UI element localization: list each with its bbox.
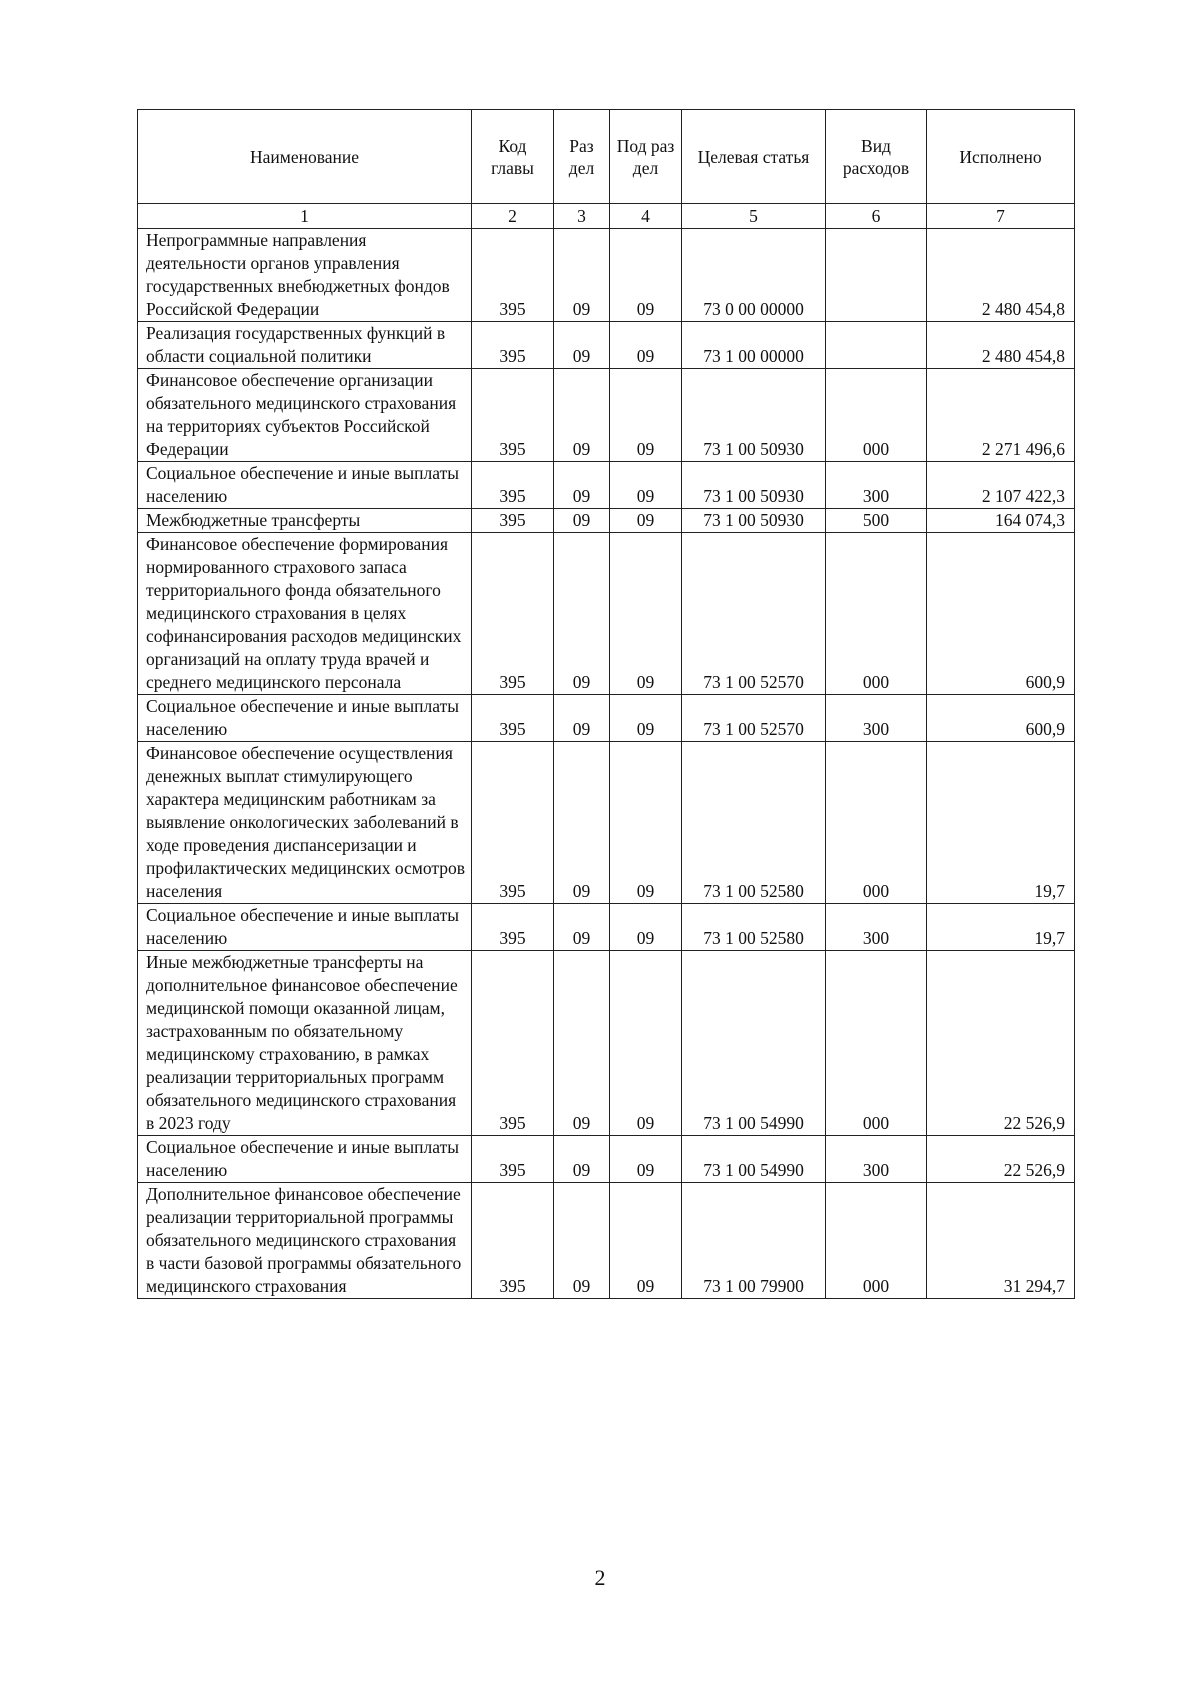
row-name: Дополнительное финансовое обеспечение реализации территориальной программы обязательного медицинского страхования в части базовой программы обязательного медицинского страхования — [138, 1183, 472, 1299]
section-code: 09 — [554, 229, 610, 322]
chapter-code: 395 — [472, 229, 554, 322]
row-name: Социальное обеспечение и иные выплаты населению — [138, 695, 472, 742]
chapter-code: 395 — [472, 951, 554, 1136]
executed-amount: 2 271 496,6 — [927, 369, 1075, 462]
executed-amount: 22 526,9 — [927, 951, 1075, 1136]
row-name: Социальное обеспечение и иные выплаты населению — [138, 1136, 472, 1183]
section-code: 09 — [554, 695, 610, 742]
target-article: 73 1 00 52580 — [682, 904, 826, 951]
table-row — [138, 742, 1075, 904]
expense-type: 000 — [826, 742, 927, 904]
executed-amount: 2 480 454,8 — [927, 322, 1075, 369]
table-body — [138, 229, 1075, 1299]
expense-type — [826, 322, 927, 369]
header-section: Раз дел — [554, 110, 610, 204]
column-number: 4 — [610, 204, 682, 229]
subsection-code: 09 — [610, 533, 682, 695]
table-row — [138, 533, 1075, 695]
chapter-code: 395 — [472, 509, 554, 533]
row-name: Социальное обеспечение и иные выплаты населению — [138, 462, 472, 509]
column-number: 1 — [138, 204, 472, 229]
header-subsection: Под раз дел — [610, 110, 682, 204]
section-code: 09 — [554, 462, 610, 509]
chapter-code: 395 — [472, 1183, 554, 1299]
executed-amount: 600,9 — [927, 695, 1075, 742]
table-row — [138, 229, 1075, 322]
chapter-code: 395 — [472, 462, 554, 509]
chapter-code: 395 — [472, 369, 554, 462]
row-name: Реализация государственных функций в области социальной политики — [138, 322, 472, 369]
expense-type: 300 — [826, 695, 927, 742]
subsection-code: 09 — [610, 509, 682, 533]
row-name: Иные межбюджетные трансферты на дополнительное финансовое обеспечение медицинской помощи оказанной лицам, застрахованным по обязательному медицинскому страхованию, в рамках реализации территориальных программ обязательного медицинского страхования в 2023 году — [138, 951, 472, 1136]
executed-amount: 2 480 454,8 — [927, 229, 1075, 322]
header-name: Наименование — [138, 110, 472, 204]
subsection-code: 09 — [610, 951, 682, 1136]
section-code: 09 — [554, 322, 610, 369]
target-article: 73 1 00 54990 — [682, 1136, 826, 1183]
section-code: 09 — [554, 509, 610, 533]
table-row — [138, 951, 1075, 1136]
executed-amount: 22 526,9 — [927, 1136, 1075, 1183]
expense-type: 300 — [826, 904, 927, 951]
subsection-code: 09 — [610, 1183, 682, 1299]
table-row — [138, 695, 1075, 742]
column-number: 7 — [927, 204, 1075, 229]
page-number: 2 — [594, 1565, 606, 1590]
target-article: 73 1 00 79900 — [682, 1183, 826, 1299]
row-name: Непрограммные направления деятельности органов управления государственных внебюджетных фондов Российской Федерации — [138, 229, 472, 322]
expense-type: 300 — [826, 462, 927, 509]
target-article: 73 1 00 54990 — [682, 951, 826, 1136]
expense-type — [826, 229, 927, 322]
subsection-code: 09 — [610, 369, 682, 462]
row-name: Социальное обеспечение и иные выплаты населению — [138, 904, 472, 951]
table-row — [138, 322, 1075, 369]
section-code: 09 — [554, 1136, 610, 1183]
table-row — [138, 1183, 1075, 1299]
expense-type: 000 — [826, 951, 927, 1136]
target-article: 73 1 00 50930 — [682, 509, 826, 533]
header-expense-type: Вид расходов — [826, 110, 927, 204]
row-name: Межбюджетные трансферты — [138, 509, 472, 533]
executed-amount: 600,9 — [927, 533, 1075, 695]
executed-amount: 19,7 — [927, 904, 1075, 951]
column-number: 3 — [554, 204, 610, 229]
column-number: 2 — [472, 204, 554, 229]
target-article: 73 1 00 50930 — [682, 369, 826, 462]
table-row — [138, 462, 1075, 509]
table-row — [138, 369, 1075, 462]
column-number: 6 — [826, 204, 927, 229]
expense-type: 000 — [826, 1183, 927, 1299]
section-code: 09 — [554, 369, 610, 462]
subsection-code: 09 — [610, 322, 682, 369]
subsection-code: 09 — [610, 1136, 682, 1183]
target-article: 73 1 00 50930 — [682, 462, 826, 509]
expense-type: 000 — [826, 533, 927, 695]
table-row — [138, 1136, 1075, 1183]
executed-amount: 164 074,3 — [927, 509, 1075, 533]
target-article: 73 1 00 52570 — [682, 695, 826, 742]
chapter-code: 395 — [472, 533, 554, 695]
header-target-article: Целевая статья — [682, 110, 826, 204]
table-row — [138, 509, 1075, 533]
row-name: Финансовое обеспечение организации обязательного медицинского страхования на территориях субъектов Российской Федерации — [138, 369, 472, 462]
executed-amount: 2 107 422,3 — [927, 462, 1075, 509]
expense-type: 000 — [826, 369, 927, 462]
header-chapter-code: Код главы — [472, 110, 554, 204]
target-article: 73 1 00 52570 — [682, 533, 826, 695]
subsection-code: 09 — [610, 742, 682, 904]
budget-table — [137, 109, 1075, 1299]
expense-type: 500 — [826, 509, 927, 533]
column-number-row — [138, 204, 1075, 229]
subsection-code: 09 — [610, 462, 682, 509]
executed-amount: 19,7 — [927, 742, 1075, 904]
chapter-code: 395 — [472, 322, 554, 369]
executed-amount: 31 294,7 — [927, 1183, 1075, 1299]
subsection-code: 09 — [610, 695, 682, 742]
section-code: 09 — [554, 1183, 610, 1299]
target-article: 73 1 00 52580 — [682, 742, 826, 904]
subsection-code: 09 — [610, 904, 682, 951]
chapter-code: 395 — [472, 695, 554, 742]
column-number: 5 — [682, 204, 826, 229]
subsection-code: 09 — [610, 229, 682, 322]
chapter-code: 395 — [472, 1136, 554, 1183]
chapter-code: 395 — [472, 904, 554, 951]
expense-type: 300 — [826, 1136, 927, 1183]
section-code: 09 — [554, 533, 610, 695]
row-name: Финансовое обеспечение осуществления денежных выплат стимулирующего характера медицинским работникам за выявление онкологических заболеваний в ходе проведения диспансеризации и профилактических медицинских осмотров населения — [138, 742, 472, 904]
table-row — [138, 904, 1075, 951]
chapter-code: 395 — [472, 742, 554, 904]
section-code: 09 — [554, 951, 610, 1136]
header-row — [138, 110, 1075, 204]
target-article: 73 0 00 00000 — [682, 229, 826, 322]
target-article: 73 1 00 00000 — [682, 322, 826, 369]
row-name: Финансовое обеспечение формирования нормированного страхового запаса территориального фонда обязательного медицинского страхования в целях софинансирования расходов медицинских организаций на оплату труда врачей и среднего медицинского персонала — [138, 533, 472, 695]
section-code: 09 — [554, 904, 610, 951]
section-code: 09 — [554, 742, 610, 904]
header-executed: Исполнено — [927, 110, 1075, 204]
